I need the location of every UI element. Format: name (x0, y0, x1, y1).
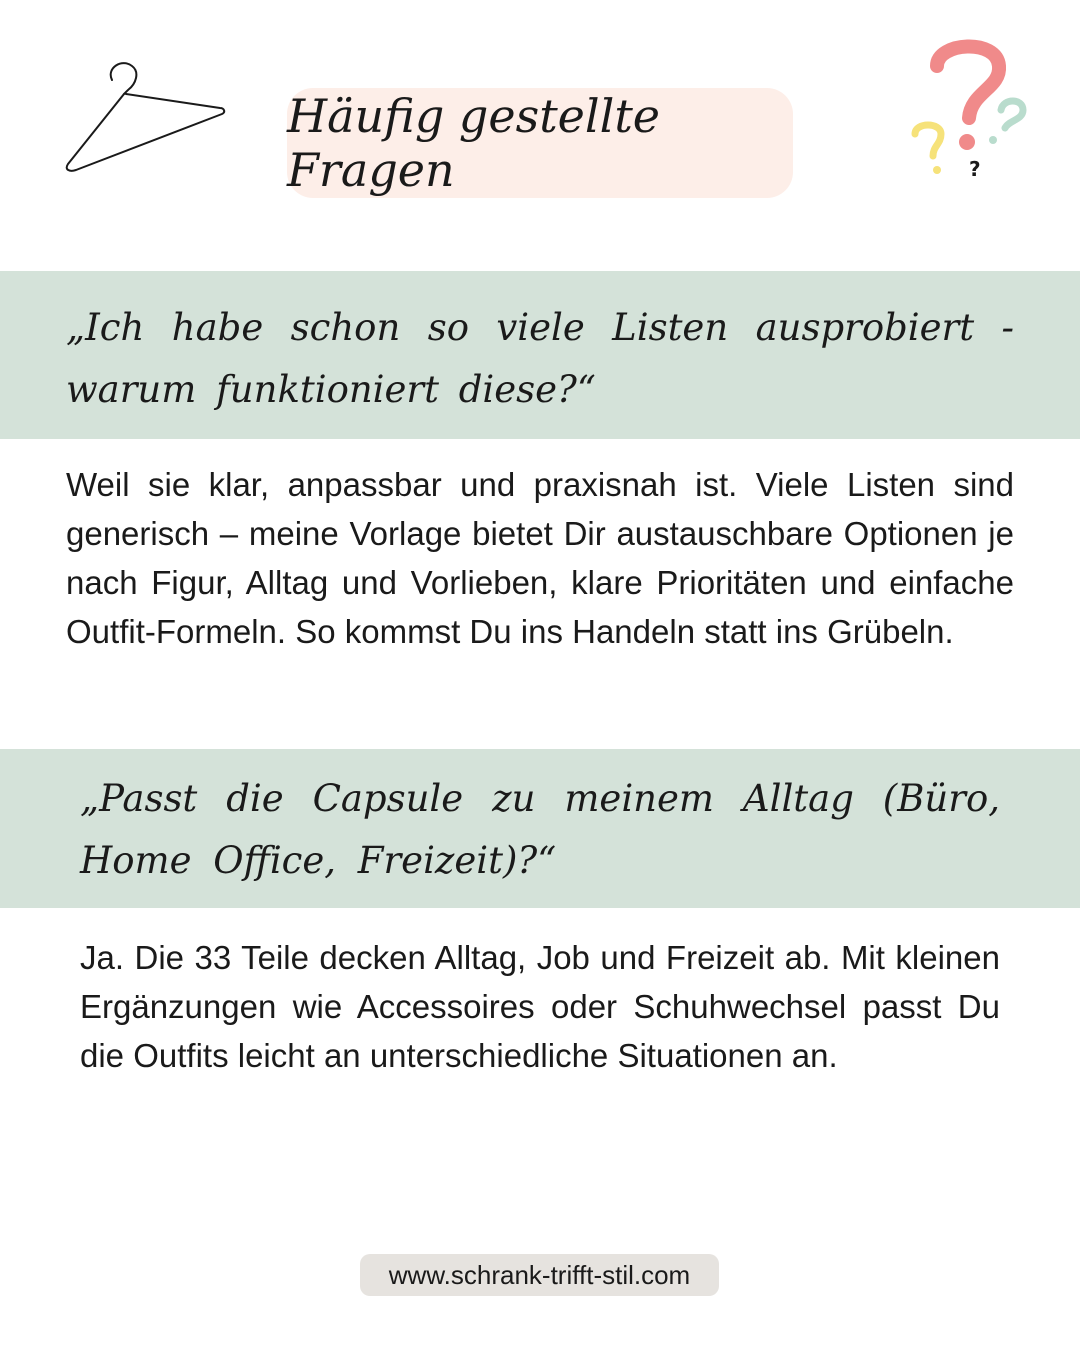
faq-question-1: „Ich habe schon so viele Listen ausprobiert - warum funktioniert diese?“ (66, 306, 1014, 411)
page-title: Häufig gestellte Fragen (287, 89, 661, 197)
website-link[interactable]: www.schrank-trifft-stil.com (388, 1259, 691, 1290)
faq-question-2: „Passt die Capsule zu meinem Alltag (Büro, Home Office, Freizeit)?“ (80, 777, 1000, 882)
faq-answer-1: Weil sie klar, anpassbar und praxisnah ist. Viele Listen sind generisch – meine Vorlage bietet Dir austauschbare Optionen je nach Figur, Alltag und Vorlieben, klare Prioritäten und einfache Outfit-Formeln. So kommst Du ins Handeln statt ins Grübeln. (66, 466, 1014, 650)
question-marks-icon (905, 36, 1035, 186)
footer-url-pill[interactable] (360, 1254, 719, 1296)
faq-answer-2: Ja. Die 33 Teile decken Alltag, Job und Freizeit ab. Mit kleinen Ergänzungen wie Accessoires oder Schuhwechsel passt Du die Outfits leicht an unterschiedliche Situationen an. (80, 939, 1000, 1074)
clothes-hanger-icon (62, 58, 228, 176)
title-box (287, 88, 793, 198)
svg-text:?: ? (969, 157, 981, 181)
